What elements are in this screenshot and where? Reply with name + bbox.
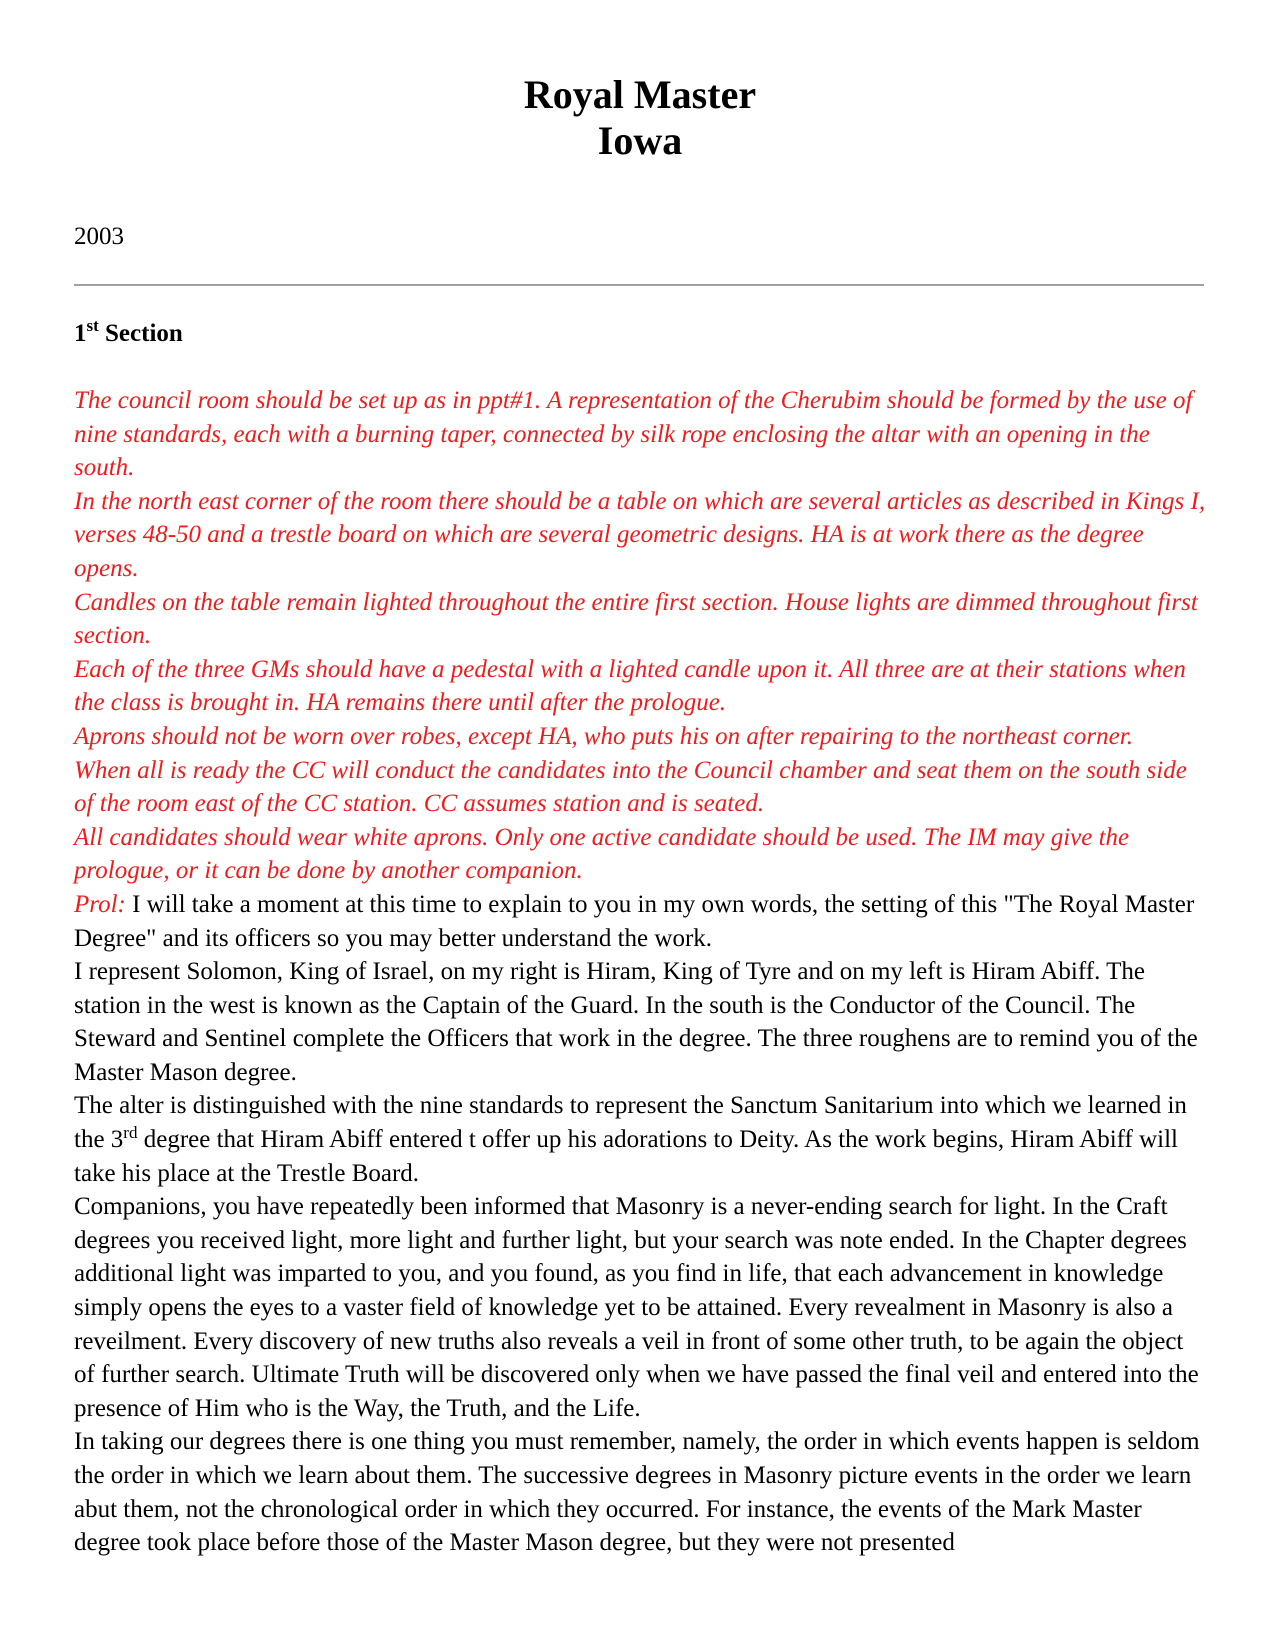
altar-ordinal-suffix: rd [123, 1123, 138, 1143]
horizontal-divider [74, 284, 1204, 286]
stage-direction-aprons: Aprons should not be worn over robes, except HA, who puts his on after repairing to the northeast corner. [74, 722, 1133, 750]
section-label: Section [98, 320, 183, 347]
prologue-opening-paragraph [74, 888, 1206, 955]
prologue-altar-paragraph [74, 1089, 1206, 1190]
document-year: 2003 [74, 223, 124, 250]
stage-direction-entry: When all is ready the CC will conduct the candidates into the Council chamber and seat them on the south side of the room east of the CC station. CC assumes station and is seated. [74, 756, 1187, 818]
stage-direction-candles: Candles on the table remain lighted throughout the entire first section. House lights are dimmed throughout first section. [74, 588, 1198, 650]
stage-direction-setup: The council room should be set up as in ppt#1. A representation of the Cherubim should be formed by the use of nine standards, each with a burning taper, connected by silk rope enclosing the altar with an opening in the south. [74, 387, 1193, 482]
speaker-label: Prol: [74, 890, 126, 918]
stage-direction-table: In the north east corner of the room there should be a table on which are several articles as described in Kings I, verses 48-50 and a trestle board on which are several geometric designs. HA is at work there as the degree opens. [74, 487, 1206, 582]
section-heading [74, 318, 183, 350]
document-title [74, 72, 1206, 164]
stage-direction-candidates: All candidates should wear white aprons. Only one active candidate should be used. The IM may give the prologue, or it can be done by another companion. [74, 823, 1130, 885]
prologue-opening-text: I will take a moment at this time to explain to you in my own words, the setting of this "The Royal Master Degree" and its officers so you may better understand the work. [74, 890, 1195, 952]
section-number: 1 [74, 320, 87, 347]
title-line-2: Iowa [597, 118, 683, 163]
prologue-officers-paragraph: I represent Solomon, King of Israel, on my right is Hiram, King of Tyre and on my left is Hiram Abiff. The station in the west is known as the Captain of the Guard. In the south is the Conductor of the Council. The Steward and Sentinel complete the Officers that work in the degree. The three roughens are to remind you of the Master Mason degree. [74, 958, 1198, 1086]
altar-text-after: degree that Hiram Abiff entered t offer up his adorations to Deity. As the work begins, Hiram Abiff will take his place at the Trestle Board. [74, 1126, 1178, 1187]
title-line-1: Royal Master [523, 72, 757, 117]
stage-direction-pedestals: Each of the three GMs should have a pedestal with a lighted candle upon it. All three are at their stations when the class is brought in. HA remains there until after the prologue. [74, 655, 1186, 717]
prologue-light-paragraph: Companions, you have repeatedly been informed that Masonry is a never-ending search for light. In the Craft degrees you received light, more light and further light, but your search was note ended. In the Chapter degrees additional light was imparted to you, and you found, as you find in life, that each advancement in knowledge simply opens the eyes to a vaster field of knowledge yet to be attained. Every revealment in Masonry is also a reveilment. Every discovery of new truths also reveals a veil in front of some other truth, to be again the object of further search. Ultimate Truth will be discovered only when we have passed the final veil and entered into the presence of Him who is the Way, the Truth, and the Life. [74, 1193, 1199, 1422]
prologue-order-paragraph: In taking our degrees there is one thing you must remember, namely, the order in which events happen is seldom the order in which we learn about them. The successive degrees in Masonry picture events in the order we learn abut them, not the chronological order in which they occurred. For instance, the events of the Mark Master degree took place before those of the Master Mason degree, but they were not presented [74, 1428, 1200, 1557]
altar-text-before: The alter is distinguished with the nine standards to represent the Sanctum Sanitarium into which we learned in the 3 [74, 1092, 1187, 1154]
body-text [74, 384, 1206, 1560]
section-ordinal-suffix: st [86, 316, 99, 335]
